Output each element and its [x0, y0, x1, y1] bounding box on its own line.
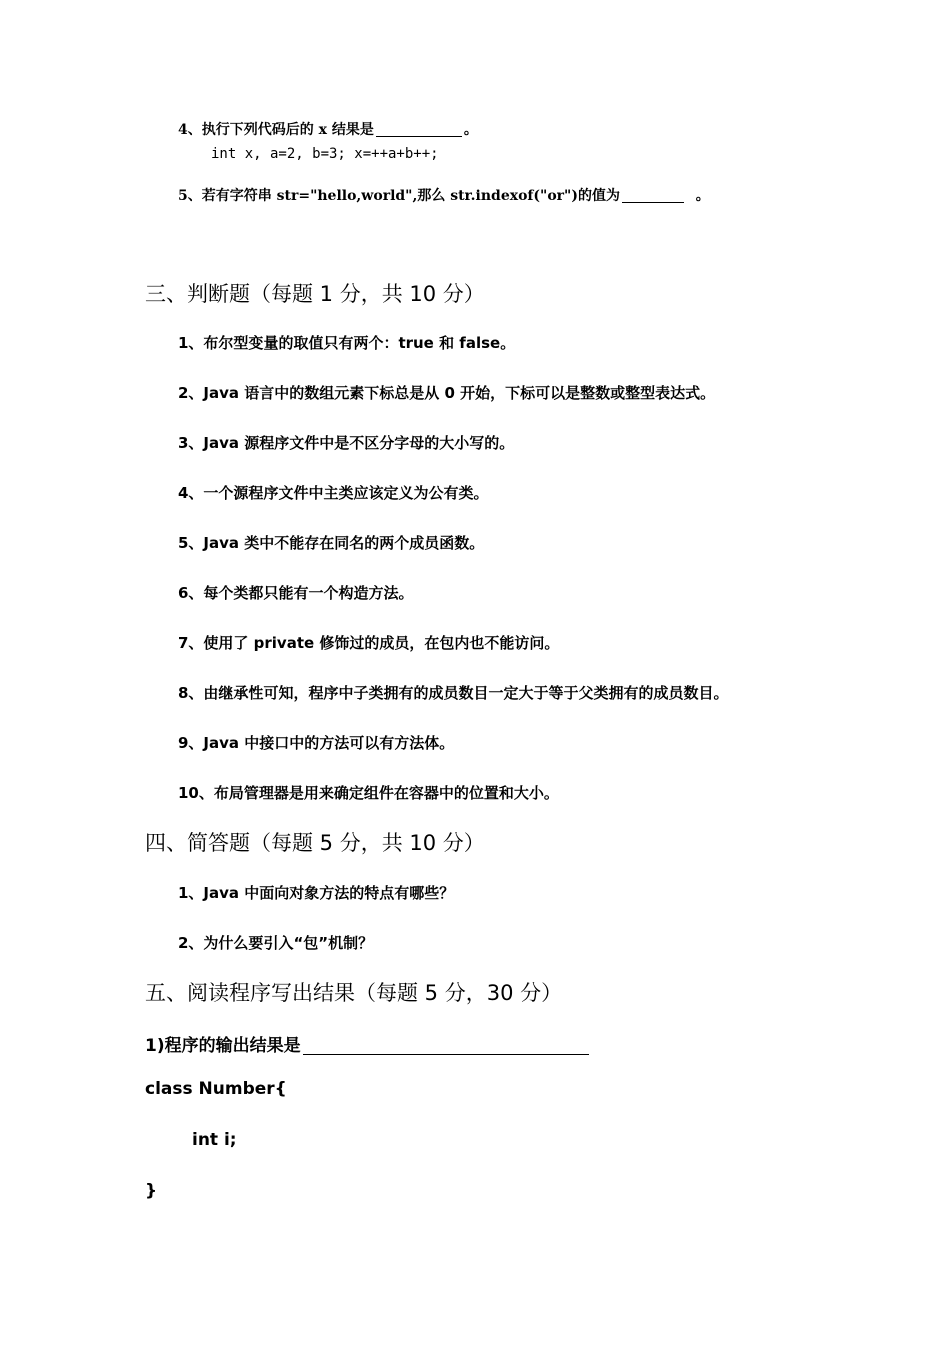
section-5-title: 五、阅读程序写出结果（每题 5 分，30 分）	[145, 981, 563, 1005]
question-4-code: int x, a=2, b=3; x=++a+b++;	[211, 146, 439, 162]
program-output-label: 1)程序的输出结果是	[145, 1036, 301, 1056]
answer-blank-4[interactable]	[376, 122, 462, 137]
true-false-item: 1、布尔型变量的取值只有两个：true 和 false。	[178, 334, 516, 352]
true-false-item: 3、Java 源程序文件中是不区分字母的大小写的。	[178, 434, 515, 452]
true-false-item: 7、使用了 private 修饰过的成员，在包内也不能访问。	[178, 634, 560, 652]
section-3-title: 三、判断题（每题 1 分，共 10 分）	[145, 282, 485, 306]
code-line: }	[145, 1181, 158, 1201]
code-line: class Number{	[145, 1079, 287, 1099]
true-false-item: 5、Java 类中不能存在同名的两个成员函数。	[178, 534, 485, 552]
true-false-item: 9、Java 中接口中的方法可以有方法体。	[178, 734, 455, 752]
code-line: int i;	[192, 1130, 237, 1150]
true-false-item: 4、一个源程序文件中主类应该定义为公有类。	[178, 484, 489, 502]
section-4-title: 四、简答题（每题 5 分，共 10 分）	[145, 831, 485, 855]
question-5-end: 。	[695, 188, 710, 204]
short-answer-item: 1、Java 中面向对象方法的特点有哪些？	[178, 884, 455, 902]
true-false-item: 6、每个类都只能有一个构造方法。	[178, 584, 414, 602]
question-4-end: 。	[463, 122, 478, 138]
true-false-item: 2、Java 语言中的数组元素下标总是从 0 开始，下标可以是整数或整型表达式。	[178, 384, 716, 402]
program-output-prompt	[145, 1031, 591, 1056]
true-false-item: 8、由继承性可知，程序中子类拥有的成员数目一定大于等于父类拥有的成员数目。	[178, 684, 729, 702]
answer-blank-5[interactable]	[622, 188, 684, 203]
short-answer-item: 2、为什么要引入“包”机制？	[178, 934, 374, 952]
fill-in-question-4	[178, 119, 478, 139]
true-false-item: 10、布局管理器是用来确定组件在容器中的位置和大小。	[178, 784, 559, 802]
fill-in-question-5	[178, 185, 710, 205]
program-output-blank[interactable]	[303, 1037, 589, 1055]
question-5-text: 5、若有字符串 str="hello,world",那么 str.indexof("or")的值为	[178, 188, 620, 204]
question-4-text: 4、执行下列代码后的 x 结果是	[178, 122, 374, 138]
